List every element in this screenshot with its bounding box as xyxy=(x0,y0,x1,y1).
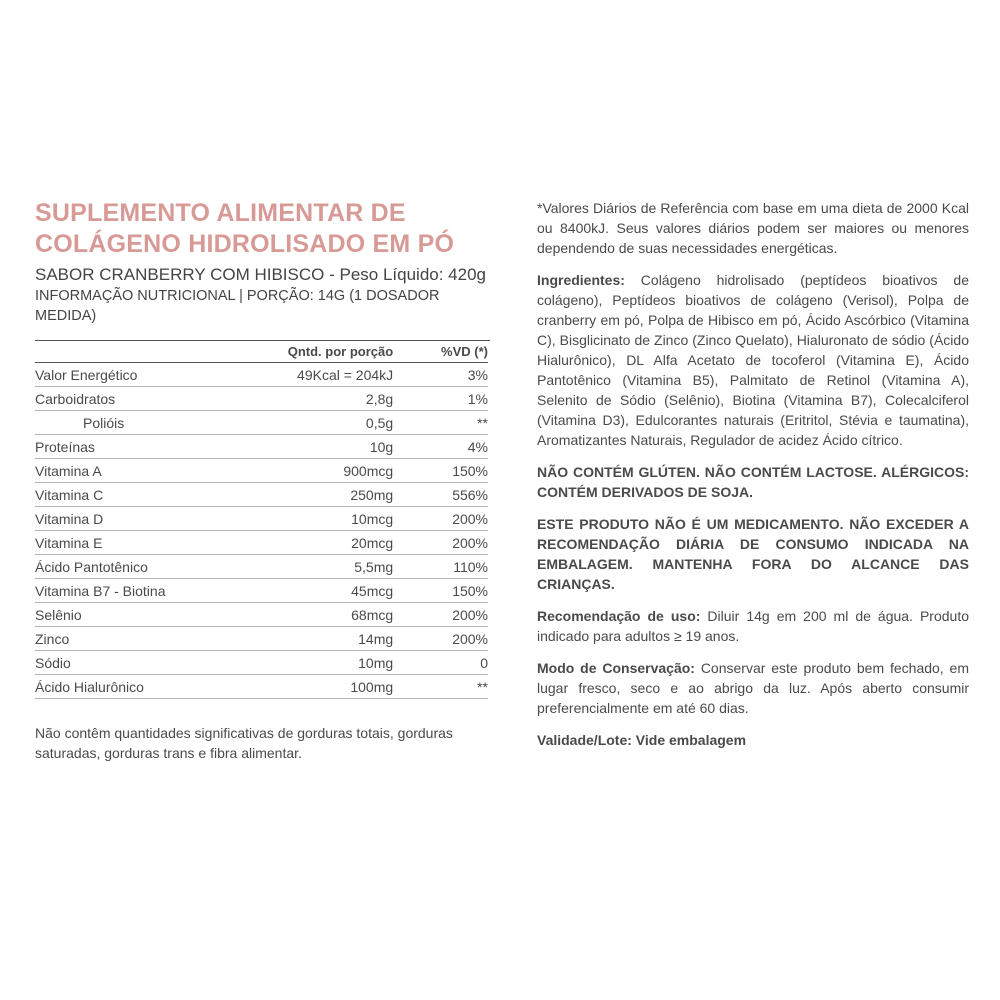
column-header-qty: Qntd. por porção xyxy=(285,341,393,363)
nutrient-vd: 4% xyxy=(393,435,488,459)
nutrient-vd: 556% xyxy=(393,483,488,507)
nutrition-footnote: Não contêm quantidades significativas de gorduras totais, gorduras saturadas, gorduras trans e fibra alimentar. xyxy=(35,725,453,761)
nutrient-qty: 20mcg xyxy=(285,531,393,555)
usage-text: Diluir 14g em 200 ml de água. Produto indicado para adultos ≥ 19 anos. xyxy=(537,608,969,644)
nutrient-name: Valor Energético xyxy=(35,363,285,387)
nutrient-qty: 10mg xyxy=(285,651,393,675)
nutrient-name: Zinco xyxy=(35,627,285,651)
nutrient-vd: 3% xyxy=(393,363,488,387)
nutrient-qty: 68mcg xyxy=(285,603,393,627)
column-header-vd: %VD (*) xyxy=(393,341,488,363)
nutrient-vd: 0 xyxy=(393,651,488,675)
nutrition-panel xyxy=(35,198,490,763)
nutrition-table xyxy=(35,341,488,699)
nutrient-vd: 200% xyxy=(393,531,488,555)
nutrient-name: Vitamina A xyxy=(35,459,285,483)
reference-note: *Valores Diários de Referência com base em uma dieta de 2000 Kcal ou 8400kJ. Seus valores diários podem ser maiores ou menores dependendo de suas necessidades energéticas. xyxy=(537,200,969,256)
nutrient-name: Vitamina E xyxy=(35,531,285,555)
table-row xyxy=(35,507,488,531)
flavor-text: SABOR CRANBERRY COM HIBISCO xyxy=(35,265,325,284)
nutrient-vd: 110% xyxy=(393,555,488,579)
nutrient-vd: 150% xyxy=(393,579,488,603)
column-header-name xyxy=(35,341,285,363)
table-header-row xyxy=(35,341,488,363)
nutrient-name: Vitamina B7 - Biotina xyxy=(35,579,285,603)
table-row xyxy=(35,411,488,435)
nutrient-vd: ** xyxy=(393,411,488,435)
table-row xyxy=(35,579,488,603)
nutrient-qty: 10g xyxy=(285,435,393,459)
nutrient-qty: 0,5g xyxy=(285,411,393,435)
nutrient-name: Ácido Hialurônico xyxy=(35,675,285,699)
net-weight: - Peso Líquido: 420g xyxy=(329,265,487,284)
nutrient-vd: 200% xyxy=(393,507,488,531)
nutrient-name: Polióis xyxy=(35,411,285,435)
nutrient-name: Selênio xyxy=(35,603,285,627)
nutrient-name: Vitamina D xyxy=(35,507,285,531)
table-row xyxy=(35,483,488,507)
nutrient-vd: 1% xyxy=(393,387,488,411)
nutrient-name: Ácido Pantotênico xyxy=(35,555,285,579)
nutrient-vd: 150% xyxy=(393,459,488,483)
table-row xyxy=(35,603,488,627)
usage-label: Recomendação de uso: xyxy=(537,608,701,624)
nutrient-qty: 2,8g xyxy=(285,387,393,411)
table-row xyxy=(35,555,488,579)
storage-text: Conservar este produto bem fechado, em lugar fresco, seco e ao abrigo da luz. Após aberto consumir preferencialmente em até 60 dias. xyxy=(537,660,969,716)
nutrient-qty: 49Kcal = 204kJ xyxy=(285,363,393,387)
nutrient-qty: 5,5mg xyxy=(285,555,393,579)
storage-block xyxy=(537,658,969,718)
nutrient-vd: 200% xyxy=(393,627,488,651)
nutrient-vd: 200% xyxy=(393,603,488,627)
title-line-1: SUPLEMENTO ALIMENTAR DE xyxy=(35,199,406,227)
nutrient-name: Vitamina C xyxy=(35,483,285,507)
nutrient-qty: 250mg xyxy=(285,483,393,507)
nutrient-name: Proteínas xyxy=(35,435,285,459)
nutrient-name: Sódio xyxy=(35,651,285,675)
nutrient-qty: 45mcg xyxy=(285,579,393,603)
ingredients-label: Ingredientes: xyxy=(537,272,625,288)
table-row xyxy=(35,531,488,555)
table-row xyxy=(35,459,488,483)
nutrient-qty: 900mcg xyxy=(285,459,393,483)
label-text-panel xyxy=(537,198,969,750)
storage-label: Modo de Conservação: xyxy=(537,660,695,676)
table-row xyxy=(35,363,488,387)
allergen-warning: NÃO CONTÉM GLÚTEN. NÃO CONTÉM LACTOSE. ALÉRGICOS: CONTÉM DERIVADOS DE SOJA. xyxy=(537,464,969,500)
table-row xyxy=(35,651,488,675)
title-line-2: COLÁGENO HIDROLISADO EM PÓ xyxy=(35,230,455,258)
table-row xyxy=(35,675,488,699)
nutrient-vd: ** xyxy=(393,675,488,699)
table-row xyxy=(35,387,488,411)
nutrient-qty: 10mcg xyxy=(285,507,393,531)
nutrient-name: Carboidratos xyxy=(35,387,285,411)
table-row xyxy=(35,435,488,459)
serving-info: INFORMAÇÃO NUTRICIONAL | PORÇÃO: 14G (1 DOSADOR MEDIDA) xyxy=(35,288,440,324)
nutrient-qty: 14mg xyxy=(285,627,393,651)
nutrient-qty: 100mg xyxy=(285,675,393,699)
ingredients-block xyxy=(537,270,969,450)
ingredients-text: Colágeno hidrolisado (peptídeos bioativos de colágeno), Peptídeos bioativos de colágeno (Verisol), Polpa de cranberry em pó, Polpa de Hibisco em pó, Ácido Ascórbico (Vitamina C), Bisglicinato de Zinco (Zinco Quelato), Hialuronato de sódio (Ácido Hialurônico), DL Alfa Acetato de tocoferol (Vitamina E), Ácido Pantotênico (Vitamina B5), Palmitato de Retinol (Vitamina A), Selenito de Sódio (Selênio), Biotina (Vitamina B7), Colecalciferol (Vitamina D3), Edulcorantes naturais (Eritritol, Stévia e taumatina), Aromatizantes Naturais, Regulador de acidez Ácido cítrico. xyxy=(537,272,969,448)
medicine-warning: ESTE PRODUTO NÃO É UM MEDICAMENTO. NÃO EXCEDER A RECOMENDAÇÃO DIÁRIA DE CONSUMO INDICADA NA EMBALAGEM. MANTENHA FORA DO ALCANCE DAS CRIANÇAS. xyxy=(537,516,969,592)
product-title xyxy=(35,198,490,260)
table-row xyxy=(35,627,488,651)
flavor-line xyxy=(35,264,490,286)
validity-line: Validade/Lote: Vide embalagem xyxy=(537,732,747,748)
usage-block xyxy=(537,606,969,646)
